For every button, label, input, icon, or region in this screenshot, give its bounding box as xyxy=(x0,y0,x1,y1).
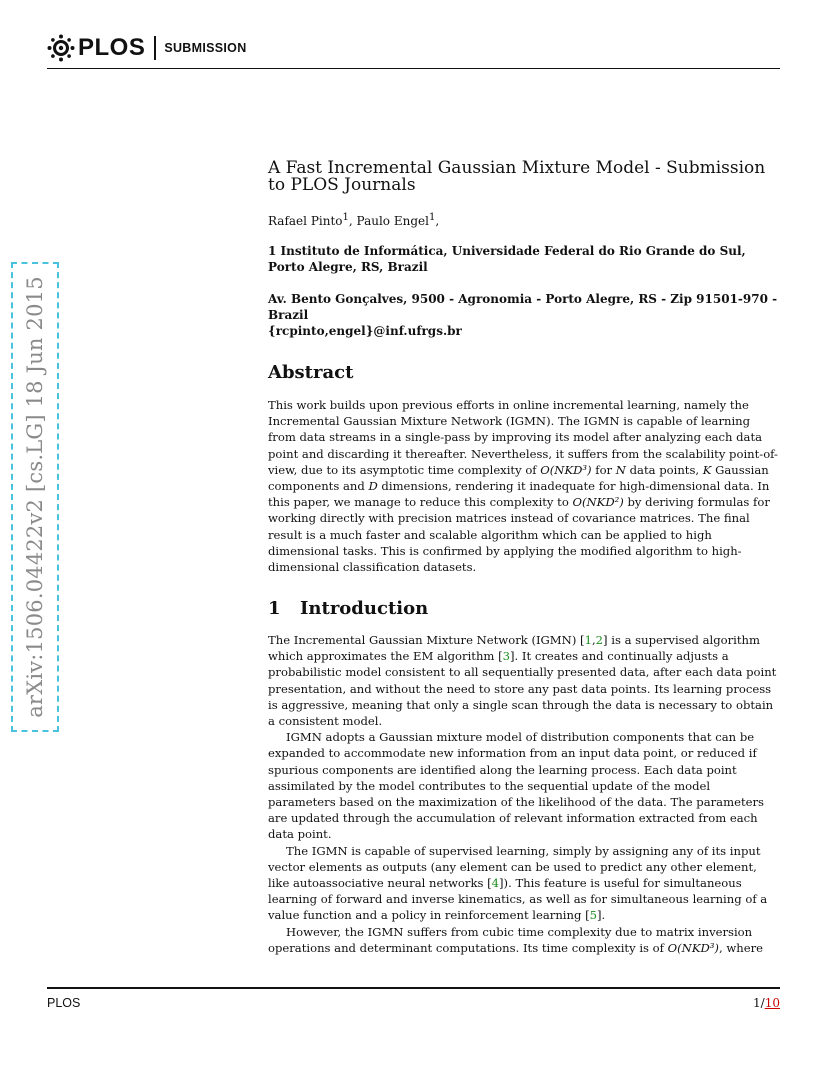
submission-label: SUBMISSION xyxy=(164,41,247,55)
abstract-segment: Gaussian components and xyxy=(268,462,769,494)
header-rule xyxy=(47,68,780,69)
text-segment: The IGMN is capable of supervised learning, simply by assigning any of its input vector elements as outputs (any element can be used to predict any other element, like autoassociative neural networks [ xyxy=(268,843,761,891)
citation-link[interactable]: 3 xyxy=(502,649,511,664)
citation-link[interactable]: 5 xyxy=(589,908,597,923)
author-list: Rafael Pinto$^1$, Paulo Engel$^1$, xyxy=(268,212,440,228)
text-segment: ]. It creates and continually adjusts a probabilistic model consistent to all sequentially presented data, after each data point presentation, and without the need to store any past data points. Its learning process is aggressive, meaning that only a single scan through the data is necessary to obtain a consistent model. xyxy=(268,649,777,729)
abstract-segment: This work builds upon previous efforts in online incremental learning, namely the Incremental Gaussian Mixture Network (IGMN). The IGMN is capable of learning from data streams in a single-pass by improving its model after analyzing each data point and discarding it thereafter. Nevertheless, it suffers from the scalability point-of-view, due to its asymptotic time complexity of xyxy=(268,398,778,477)
text-segment: ]. xyxy=(597,908,606,923)
footer-journal: PLOS xyxy=(47,996,81,1010)
paper-title: A Fast Incremental Gaussian Mixture Model - Submission to PLOS Journals xyxy=(268,158,766,195)
introduction-body xyxy=(268,632,780,956)
complexity-expression: O(NKD³) xyxy=(667,940,719,955)
abstract-text xyxy=(268,397,780,575)
plos-logo xyxy=(47,34,247,62)
current-page: 1 xyxy=(753,996,761,1010)
footer-rule xyxy=(47,987,780,989)
total-pages-link[interactable]: 10 xyxy=(764,996,780,1010)
address-block xyxy=(268,291,780,339)
section-heading-introduction xyxy=(268,598,780,619)
plos-globe-icon xyxy=(47,34,75,62)
logo-divider xyxy=(154,36,156,60)
abstract-segment: for xyxy=(591,462,616,477)
page-separator: / xyxy=(760,996,765,1010)
text-segment: However, the IGMN suffers from cubic time complexity due to matrix inversion operations and determinant computations. Its time complexity is of xyxy=(268,924,753,955)
citation-link[interactable]: 4 xyxy=(491,876,500,891)
arxiv-stamp: arXiv:1506.04422v2 [cs.LG] 18 Jun 2015 xyxy=(23,276,47,718)
author-affil-mark: 1 xyxy=(428,212,436,223)
text-segment: ] is a supervised algorithm which approximates the EM algorithm [ xyxy=(268,633,760,664)
abstract-heading: Abstract xyxy=(268,362,354,383)
brand-name: PLOS xyxy=(78,34,146,61)
citation-link[interactable]: 2 xyxy=(595,633,604,647)
paragraph: IGMN adopts a Gaussian mixture model of distribution components that can be expanded to accommodate new information from an input data point, or reduced if spurious components are identified along the learning process. Each data point assimilated by the model contributes to the sequential update of the model parameters based on the maximization of the likelihood of the data. The parameters are updated through the accumulation of relevant information extracted from each data point. xyxy=(268,730,764,842)
author-name: Rafael Pinto xyxy=(268,214,343,228)
math-symbol: N xyxy=(615,462,626,477)
address-line: Av. Bento Gonçalves, 9500 - Agronomia - Porto Alegre, RS - Zip 91501-970 - Brazil xyxy=(268,292,778,322)
paragraph xyxy=(268,924,780,956)
affiliation: 1 Instituto de Informática, Universidade Federal do Rio Grande do Sul, Porto Alegre, RS, Brazil xyxy=(268,244,746,274)
paragraph xyxy=(268,632,780,729)
abstract-segment: dimensions, rendering it inadequate for high-dimensional data. In this paper, we manage to reduce this complexity to xyxy=(268,479,770,510)
citation-link[interactable]: 1 xyxy=(584,633,592,647)
math-symbol: K xyxy=(702,462,712,477)
text-segment: The Incremental Gaussian Mixture Network (IGMN) [ xyxy=(268,633,585,647)
math-symbol: D xyxy=(368,479,378,494)
text-segment: , xyxy=(591,633,596,647)
abstract-segment: data points, xyxy=(625,462,703,477)
complexity-expression: O(NKD³) xyxy=(540,462,592,477)
author-affil-mark: 1 xyxy=(342,212,349,223)
section-number: 1 xyxy=(268,598,281,619)
complexity-expression: O(NKD²) xyxy=(572,495,624,510)
text-segment: ]). This feature is useful for simultaneous learning of forward and inverse kinematics, as well as for simultaneous learning of a value function and a policy in reinforcement learning [ xyxy=(268,876,768,923)
author-name: Paulo Engel xyxy=(356,214,429,228)
text-segment: , where xyxy=(718,940,763,955)
section-title: Introduction xyxy=(300,598,429,619)
email-line: {rcpinto,engel}@inf.ufrgs.br xyxy=(268,324,462,338)
abstract-segment: by deriving formulas for working directly with precision matrices instead of covariance matrices. The final result is a much faster and scalable algorithm which can be applied to high dimensional tasks. This is confirmed by applying the modified algorithm to high-dimensional classification datasets. xyxy=(268,495,770,575)
page-number xyxy=(700,996,780,1010)
paragraph xyxy=(268,843,780,924)
